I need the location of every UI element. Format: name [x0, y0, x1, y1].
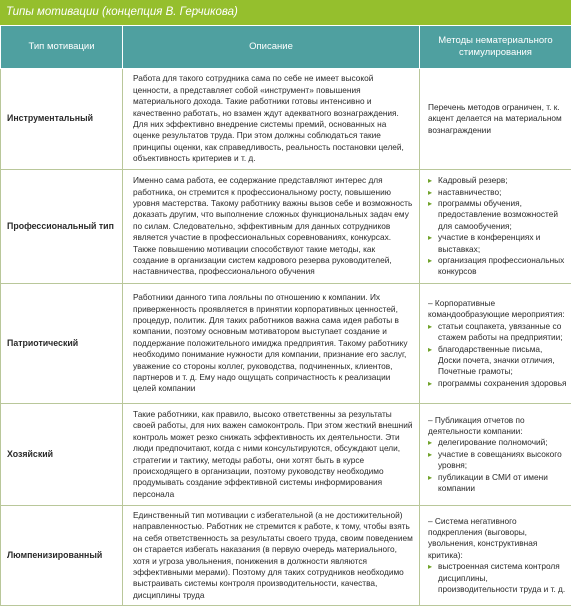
- description-cell: Именно сама работа, ее содержание представляют интерес для работника, он стремится к профессиональному росту, повышению уровня мастерства. Такому работнику важны вызов себе и возможность доказать другим, что выполнение сложных функциональных задач ему по силам. Следовательно, эффективным для данных сотрудников является участие в профессиональных соревнованиях, конкурсах. Также повышению мотивации способствуют такие методы, как создание в организации систем кадрового резерва руководителей, наставничества, профессионального обучения: [123, 170, 420, 284]
- type-cell: Люмпенизированный: [1, 506, 123, 606]
- method-item: ▸ программы сохранения здоровья: [428, 378, 567, 389]
- triangle-bullet-icon: ▸: [428, 321, 432, 332]
- method-item: ▸ делегирование полномочий;: [428, 437, 567, 448]
- triangle-bullet-icon: ▸: [428, 437, 432, 448]
- method-item: ▸ выстроенная система контроля дисциплины, производительности труда и т. д.: [428, 561, 567, 595]
- triangle-bullet-icon: ▸: [428, 472, 432, 483]
- triangle-bullet-icon: ▸: [428, 378, 432, 389]
- description-cell: Работники данного типа лояльны по отношению к компании. Их приверженность проявляется в принятии корпоративных ценностей, процедур, политик. Для таких работников важна сама идея работы в компании, поэтому основным мотиватором выступает создание и поддержание положительного имиджа предприятия. Такому работнику необходимо понимание нужности для компании, признание его заслуг, уважение со стороны коллег, руководства, подчиненных, клиентов, партнеров и т. д. Ему надо ощущать сопричастность к реализации целей компании: [123, 284, 420, 404]
- methods-intro: – Публикация отчетов по деятельности компании:: [428, 415, 567, 438]
- triangle-bullet-icon: ▸: [428, 255, 432, 266]
- triangle-bullet-icon: ▸: [428, 561, 432, 572]
- method-item: ▸ статьи соцпакета, увязанные со стажем работы на предприятии;: [428, 321, 567, 344]
- header-row: [1, 26, 571, 69]
- table-row: [1, 506, 571, 606]
- triangle-bullet-icon: ▸: [428, 344, 432, 355]
- type-cell: Хозяйский: [1, 404, 123, 506]
- type-cell: Профессиональный тип: [1, 170, 123, 284]
- methods-cell: Перечень методов ограничен, т. к. акцент делается на материальном вознаграждении: [420, 69, 571, 170]
- method-item: ▸ участие в конференциях и выставках;: [428, 232, 567, 255]
- table-row: [1, 404, 571, 506]
- table-row: [1, 69, 571, 170]
- triangle-bullet-icon: ▸: [428, 232, 432, 243]
- table-title: Типы мотивации (концепция В. Герчикова): [0, 0, 571, 25]
- triangle-bullet-icon: ▸: [428, 187, 432, 198]
- description-cell: Такие работники, как правило, высоко ответственны за результаты своей работы, для них важен самоконтроль. При этом жесткий внешний контроль может резко снижать эффективность их деятельности. Эти люди предпочитают, когда с ними консультируются, обсуждают цели, стратегии и тактику, методы работы, они хотят быть в курсе происходящего в организации, поэтому руководству необходимо продумывать создание эффективной системы информирования персонала: [123, 404, 420, 506]
- method-item: ▸ программы обучения, предоставление возможностей для самообучения;: [428, 198, 567, 232]
- motivation-types-table: [0, 25, 571, 606]
- methods-cell: [420, 404, 571, 506]
- description-cell: Работа для такого сотрудника сама по себе не имеет высокой ценности, а представляет собой «инструмент» повышения материального дохода. Такие работники готовы интенсивно и качественно работать, но взамен ждут адекватного вознаграждения. Для них эффективно внедрение системы премий, основанных на оценке результатов труда. При этом должны соблюдаться такие принципы оценки, как справедливость, реальность постановки целей, объективность критериев и т. д.: [123, 69, 420, 170]
- methods-cell: [420, 284, 571, 404]
- description-cell: Единственный тип мотивации с избегательной (а не достижительной) направленностью. Работник не стремится к работе, к тому, чтобы взять на себя ответственность за результаты своего труда, своим поведением он старается избегать наказания (в первую очередь материального, хотя и угроза увольнения, понижения в должности являются эффективными мерами). Поэтому для таких сотрудников необходимо выстраивать системы контроля производительности, качества, дисциплины труда: [123, 506, 420, 606]
- type-cell: Инструментальный: [1, 69, 123, 170]
- methods-intro: – Корпоративные командообразующие мероприятия:: [428, 298, 567, 321]
- type-cell: Патриотический: [1, 284, 123, 404]
- method-item: ▸ благодарственные письма, Доски почета, значки отличия, Почетные грамоты;: [428, 344, 567, 378]
- method-item: ▸ участие в совещаниях высокого уровня;: [428, 449, 567, 472]
- method-item: ▸ организация профессиональных конкурсов: [428, 255, 567, 278]
- triangle-bullet-icon: ▸: [428, 198, 432, 209]
- table-row: [1, 284, 571, 404]
- triangle-bullet-icon: ▸: [428, 175, 432, 186]
- header-description: Описание: [123, 26, 420, 69]
- methods-cell: [420, 506, 571, 606]
- header-methods: Методы нематериального стимулирования: [420, 26, 571, 69]
- triangle-bullet-icon: ▸: [428, 449, 432, 460]
- method-item: ▸ публикации в СМИ от имени компании: [428, 472, 567, 495]
- method-item: ▸ наставничество;: [428, 187, 567, 198]
- methods-intro: – Система негативного подкрепления (выговоры, увольнения, конструктивная критика):: [428, 516, 567, 562]
- methods-cell: [420, 170, 571, 284]
- header-type: Тип мотивации: [1, 26, 123, 69]
- method-item: ▸ Кадровый резерв;: [428, 175, 567, 186]
- table-row: [1, 170, 571, 284]
